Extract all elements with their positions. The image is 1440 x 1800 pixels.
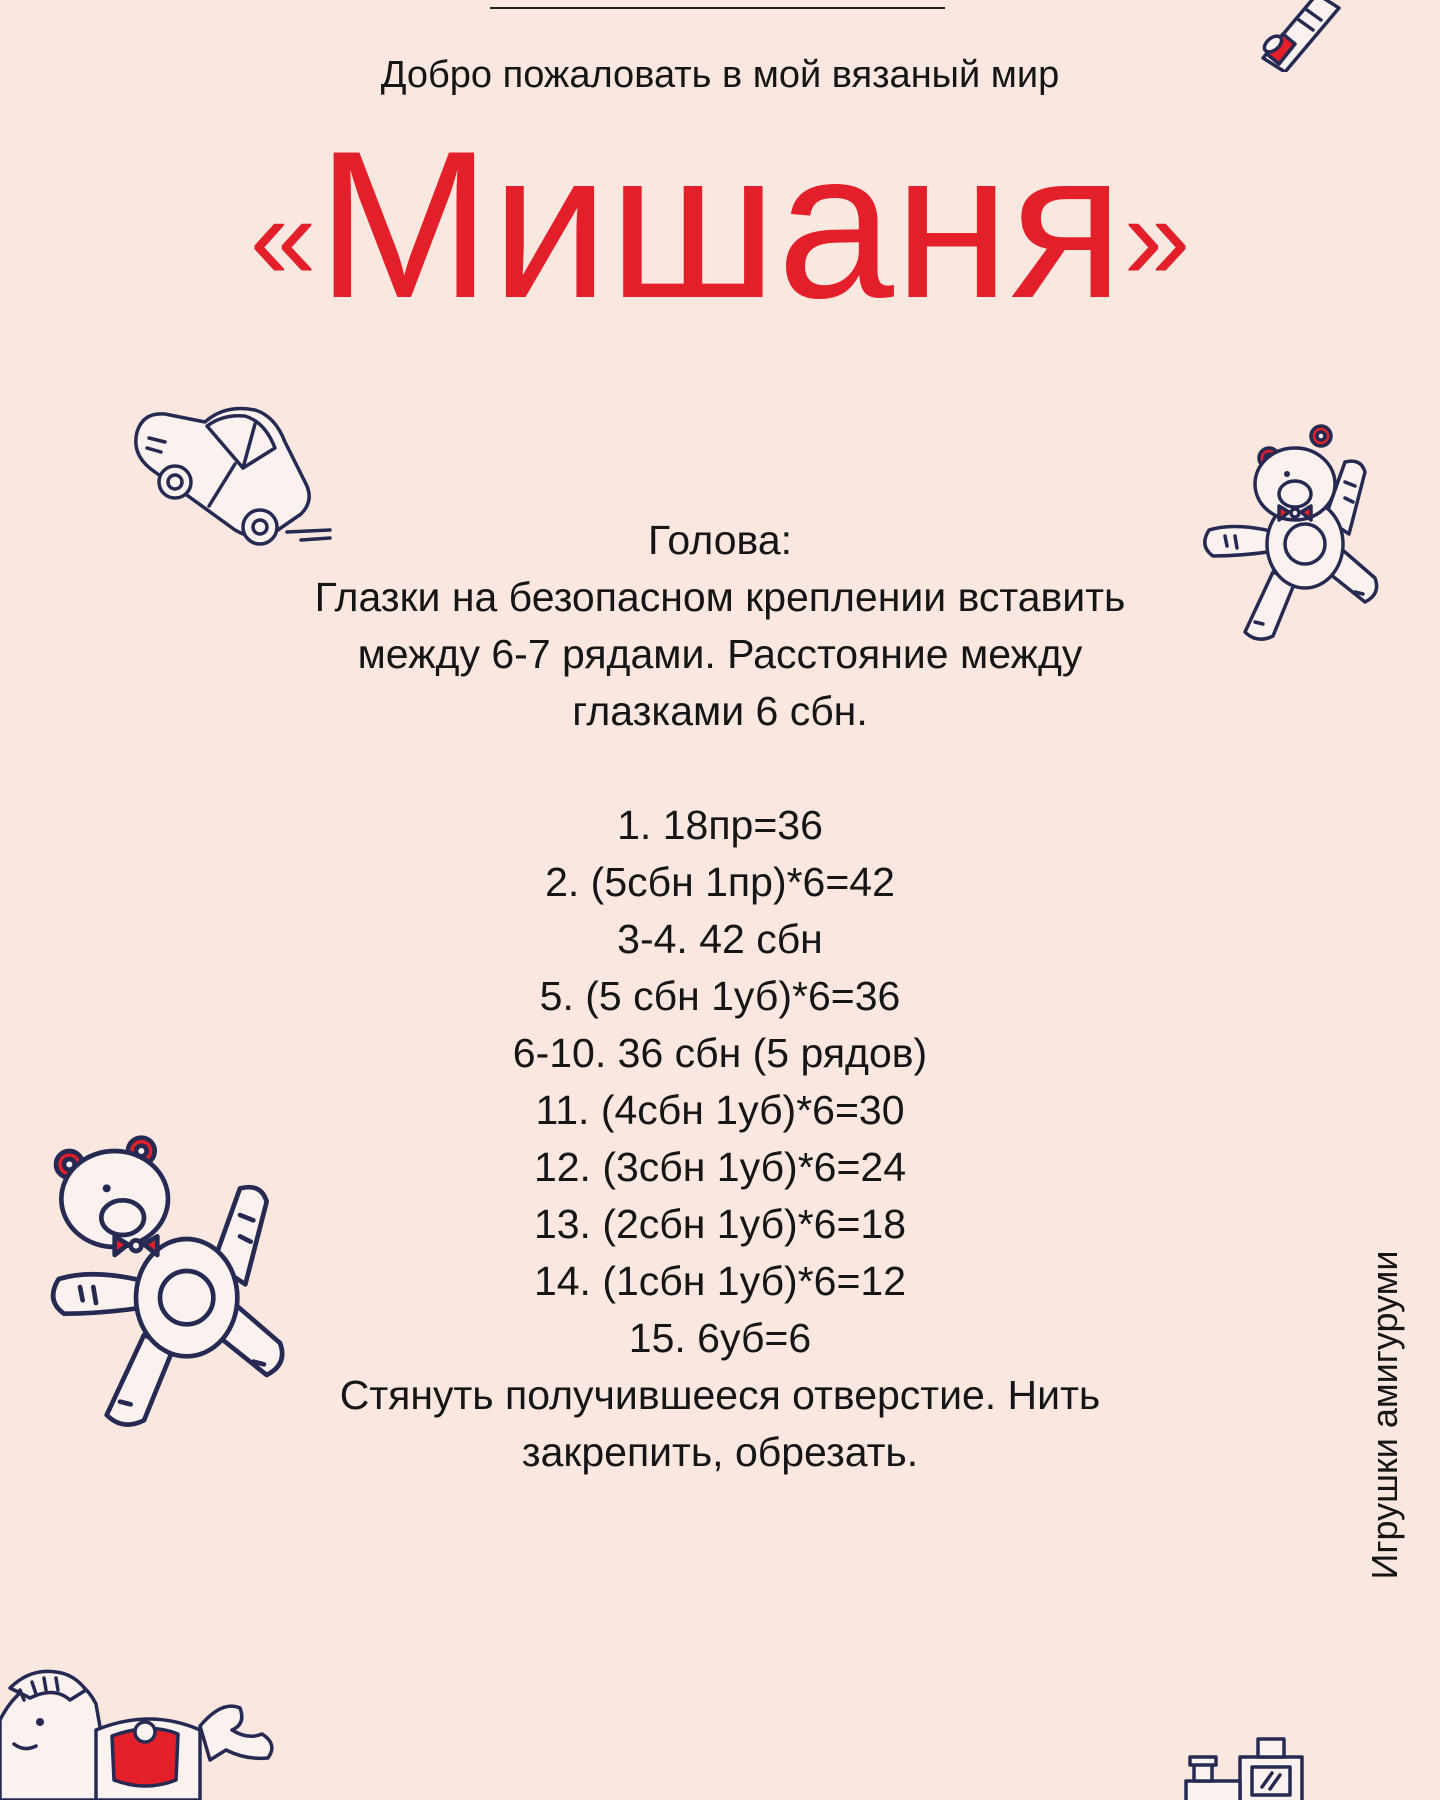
toy-train-icon	[1150, 1725, 1330, 1800]
intro-line: глазками 6 сбн.	[572, 688, 868, 734]
title-quote-close: »	[1123, 171, 1191, 305]
intro-line: Глазки на безопасном креплении вставить	[314, 574, 1126, 620]
teddy-bear-icon	[1195, 422, 1390, 647]
page-title	[0, 107, 1440, 353]
side-label: Игрушки амигуруми	[1364, 1250, 1405, 1580]
pattern-row: 6-10. 36 сбн (5 рядов)	[512, 1030, 928, 1076]
pattern-row: 11. (4сбн 1уб)*6=30	[535, 1087, 905, 1133]
pattern-row: 2. (5сбн 1пр)*6=42	[545, 859, 895, 905]
section-heading: Голова:	[647, 517, 793, 563]
pattern-content	[215, 512, 1225, 1481]
pattern-row: 12. (3сбн 1уб)*6=24	[533, 1144, 907, 1190]
rocking-horse-icon	[0, 1660, 290, 1800]
outro-line: закрепить, обрезать.	[521, 1429, 919, 1475]
pattern-row: 15. 6уб=6	[628, 1315, 812, 1361]
title-text: Мишаня	[316, 107, 1124, 342]
toy-car-icon	[125, 402, 345, 552]
outro-line: Стянуть получившееся отверстие. Нить	[339, 1372, 1101, 1418]
pattern-row: 5. (5 сбн 1уб)*6=36	[539, 973, 901, 1019]
spacer	[215, 740, 1225, 797]
top-rule	[490, 7, 945, 9]
welcome-text: Добро пожаловать в мой вязаный мир	[380, 54, 1060, 96]
title-quote-open: «	[249, 171, 317, 305]
pattern-row: 14. (1сбн 1уб)*6=12	[533, 1258, 907, 1304]
pattern-row: 1. 18пр=36	[617, 802, 823, 848]
pattern-row: 13. (2сбн 1уб)*6=18	[533, 1201, 907, 1247]
teddy-bear-icon	[40, 1135, 300, 1435]
pattern-row: 3-4. 42 сбн	[617, 916, 823, 962]
pencil-icon	[1255, 0, 1350, 72]
intro-line: между 6-7 рядами. Расстояние между	[357, 631, 1083, 677]
